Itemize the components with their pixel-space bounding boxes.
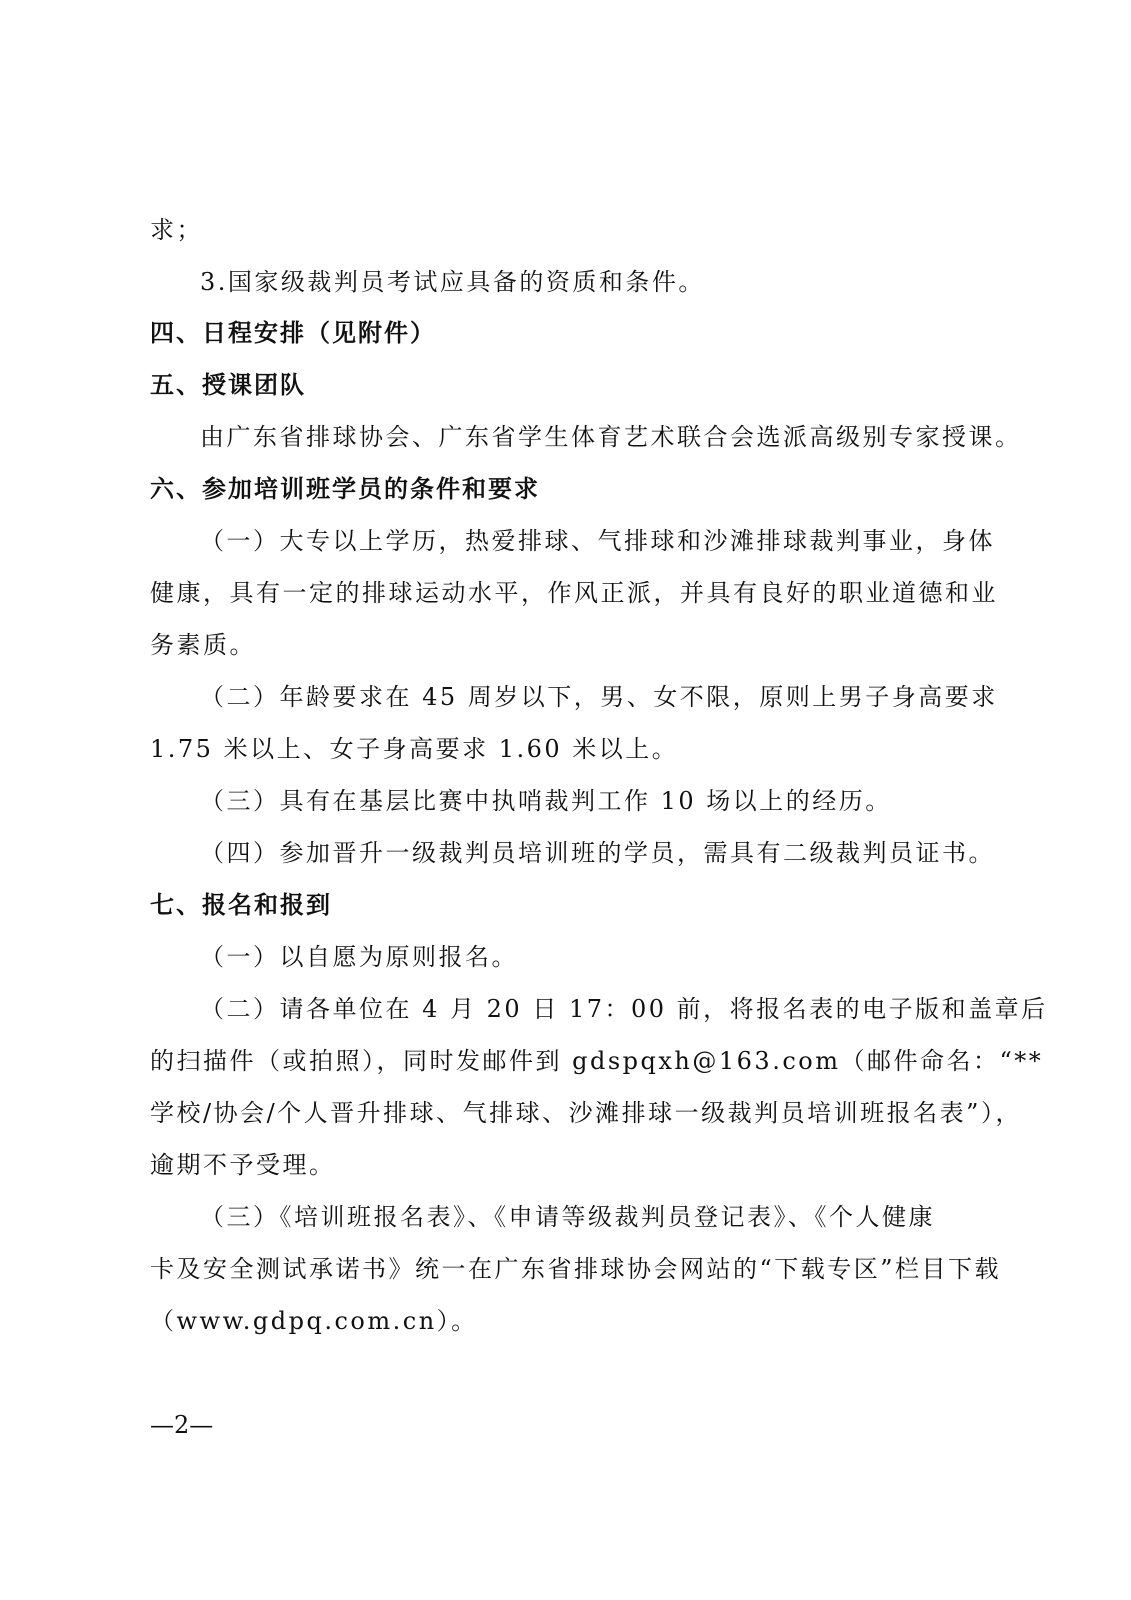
- text-line-requirement-1-cont: 健康，具有一定的排球运动水平，作风正派，并具有良好的职业道德和业: [150, 579, 998, 607]
- section-heading-7: 七、报名和报到: [150, 891, 332, 919]
- text-line-registration-2-end: 逾期不予受理。: [150, 1151, 336, 1179]
- text-line-continuation: 求；: [150, 216, 203, 244]
- text-line-registration-1: （一）以自愿为原则报名。: [200, 943, 518, 971]
- section-heading-4: 四、日程安排（见附件）: [150, 319, 436, 347]
- text-line-requirement-4: （四）参加晋升一级裁判员培训班的学员，需具有二级裁判员证书。: [200, 839, 995, 867]
- page-number: —2—: [150, 1411, 214, 1439]
- text-line-requirement-2-cont: 1.75 米以上、女子身高要求 1.60 米以上。: [150, 735, 679, 763]
- text-line-website: （www.gdpq.com.cn）。: [150, 1307, 478, 1335]
- text-line-requirement-1-end: 务素质。: [150, 631, 256, 659]
- text-line-registration-2: （二）请各单位在 4 月 20 日 17：00 前，将报名表的电子版和盖章后: [200, 995, 1048, 1023]
- document-page: [150, 0, 1048, 1600]
- text-line-teaching-team: 由广东省排球协会、广东省学生体育艺术联合会选派高级别专家授课。: [200, 423, 1022, 451]
- text-line-requirement-1: （一）大专以上学历，热爱排球、气排球和沙滩排球裁判事业，身体: [200, 527, 995, 555]
- text-line-registration-3: （三）《培训班报名表》、《申请等级裁判员登记表》、《个人健康: [200, 1203, 935, 1231]
- text-line-registration-2-cont: 学校/协会/个人晋升排球、气排球、沙滩排球一级裁判员培训班报名表”），: [150, 1099, 1022, 1127]
- text-line-registration-3-cont: 卡及安全测试承诺书》统一在广东省排球协会网站的“下载专区”栏目下载: [150, 1255, 1002, 1283]
- text-line-registration-2-email: 的扫描件（或拍照），同时发邮件到 gdspqxh@163.com（邮件命名：“**: [150, 1047, 1044, 1075]
- text-line-item-3: 3.国家级裁判员考试应具备的资质和条件。: [200, 268, 705, 296]
- section-heading-5: 五、授课团队: [150, 371, 306, 399]
- text-line-requirement-3: （三）具有在基层比赛中执哨裁判工作 10 场以上的经历。: [200, 787, 892, 815]
- text-line-requirement-2: （二）年龄要求在 45 周岁以下，男、女不限，原则上男子身高要求: [200, 683, 998, 711]
- section-heading-6: 六、参加培训班学员的条件和要求: [150, 475, 540, 503]
